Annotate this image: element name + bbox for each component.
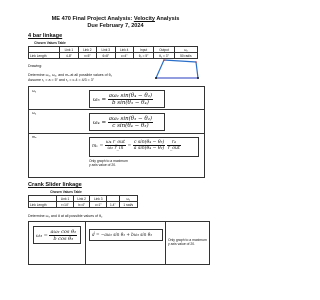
fourbar-table-caption: Chosen Values Table xyxy=(34,41,66,45)
note-line-2: y axis value of 20. xyxy=(168,242,196,246)
crank-ddot-equation xyxy=(89,229,163,241)
header-cell: Link 2 xyxy=(78,47,96,53)
crank-omega3-equation xyxy=(33,226,81,244)
header-cell: Link 1 xyxy=(60,47,78,53)
fourbar-heading: 4 bar linkage xyxy=(28,33,63,39)
omega3-denominator: b sin(θ₃ − θ₄) xyxy=(112,100,149,106)
omega3-equation xyxy=(89,90,165,108)
joint-b xyxy=(195,61,197,63)
crank-table-caption: Chosen Values Table xyxy=(50,190,82,194)
joint-a xyxy=(163,59,165,61)
crank-omega3-fraction xyxy=(49,229,77,242)
header-cell: Link 2 xyxy=(73,196,90,202)
omega4-row xyxy=(29,109,204,134)
row-label: Link Length xyxy=(29,53,60,59)
omega3-label: ω₃ xyxy=(32,89,37,93)
table-cell: x=5" xyxy=(78,53,96,59)
omega4-fraction xyxy=(108,116,153,129)
header-cell: Link 3 xyxy=(90,196,107,202)
title-underlined: Velocity xyxy=(133,16,155,22)
crank-determine: Determine ω₃ and ḋ at all possible values of θ₂ xyxy=(28,214,103,218)
crank-values-table xyxy=(28,195,138,208)
table-cell: 1.4" xyxy=(107,202,119,208)
table-cell: c=1" xyxy=(90,202,107,208)
ma-equation: mᵥ = $\frac{\text{ω₄ r\_out}}{\text{ω₂ r\_in}}$ = $\frac{\text{c sin(θ₄ − θ₃)}}{\text{a sin(θ₄ − θ₂)}}$ $\frac{\text{r₄}}{\text{r\_out}}$ xyxy=(89,137,199,157)
crank-omega3-denominator: b cos θ₃ xyxy=(53,236,74,242)
crank-value-row xyxy=(29,202,138,208)
omega4-equation xyxy=(89,113,165,131)
table-cell: θ₄ = 3° xyxy=(154,53,174,59)
due-date: Due February 7, 2024 xyxy=(87,23,144,29)
fourbar-linkage-drawing xyxy=(150,54,206,84)
table-cell: 50 rad/s xyxy=(174,53,197,59)
table-cell: 6=8" xyxy=(97,53,115,59)
ma-fraction-3 xyxy=(167,140,181,151)
note-line-1: Only graph to a maximum xyxy=(168,238,207,242)
ma-label: mₐ xyxy=(32,135,37,139)
header-cell: Link 4 xyxy=(115,47,133,53)
ma-denominator-1: ω₂ r_in xyxy=(107,146,124,151)
header-cell: ω₂ xyxy=(119,196,138,202)
ma-lhs: mᵥ = xyxy=(92,144,104,149)
row-label: Link Length xyxy=(29,202,57,208)
crank-ddot-text: ḋ = −aω₂ sin θ₂ + bω₃ sin θ₃ xyxy=(92,232,152,237)
ground-pivot-left xyxy=(155,77,157,79)
crank-omega3-numerator: aω₂ cos θ₂ xyxy=(50,229,77,235)
table-cell: 1 rad/s xyxy=(119,202,138,208)
crank-graph-note xyxy=(168,238,207,246)
ma-numerator-3: r₄ xyxy=(167,140,181,146)
omega3-lhs: ω₃ = xyxy=(93,97,107,103)
linkage-outline xyxy=(156,60,198,78)
header-cell: ω₂ xyxy=(174,47,197,53)
table-cell: θ₂ = 5° xyxy=(133,53,153,59)
fourbar-determine: Determine ω₃, ω₄, and mₐ at all possible values of θ₂ xyxy=(28,73,112,77)
omega3-row xyxy=(29,87,204,110)
ma-numerator-2: c sin(θ₄ − θ₃) xyxy=(133,140,165,145)
fourbar-graph-note xyxy=(89,159,128,167)
page-title xyxy=(0,16,231,22)
table-cell: r=14" xyxy=(57,202,74,208)
ma-denominator-2: a sin(θ₄ − θ₂) xyxy=(133,146,165,151)
header-cell: Input xyxy=(133,47,153,53)
omega4-label: ω₄ xyxy=(32,111,37,115)
crank-equation-table xyxy=(28,221,210,265)
header-cell: Link 1 xyxy=(57,196,74,202)
crank-heading: Crank Slider linkage xyxy=(28,182,82,188)
ma-denominator-3: r_out xyxy=(167,146,180,151)
fourbar-assume: Assume r₁ = a = 5" and r₂ = c-4 = 4/3 = 3" xyxy=(28,78,94,82)
table-cell: c=4" xyxy=(115,53,133,59)
crank-omega3-lhs: ω₃ = xyxy=(36,233,48,239)
header-cell: Output xyxy=(154,47,174,53)
title-suffix: Analysis xyxy=(154,16,180,22)
table-cell: b=4" xyxy=(73,202,90,208)
table-cell: 4-8" xyxy=(60,53,78,59)
ma-row xyxy=(29,133,204,177)
title-prefix: ME 470 Final Project Analysis: xyxy=(51,16,134,22)
omega3-fraction xyxy=(108,93,153,106)
ma-fraction-1 xyxy=(105,140,126,151)
note-line-1: Only graph to a maximum xyxy=(89,159,128,163)
ma-fraction-2 xyxy=(133,140,166,151)
omega3-numerator: aω₂ sin(θ₄ − θ₂) xyxy=(108,93,153,99)
header-cell: Link 3 xyxy=(97,47,115,53)
drawing-label: Drawing: xyxy=(28,64,43,68)
ma-numerator-1: ω₄ r_out xyxy=(105,140,125,145)
ground-pivot-right xyxy=(197,77,199,79)
omega4-lhs: ω₄ = xyxy=(93,120,107,126)
omega4-denominator: c sin(θ₄ − θ₃) xyxy=(112,123,149,129)
note-line-2: y axis value of 20. xyxy=(89,163,117,167)
omega4-numerator: aω₂ sin(θ₃ − θ₂) xyxy=(108,116,153,122)
fourbar-equation-table xyxy=(28,86,205,178)
